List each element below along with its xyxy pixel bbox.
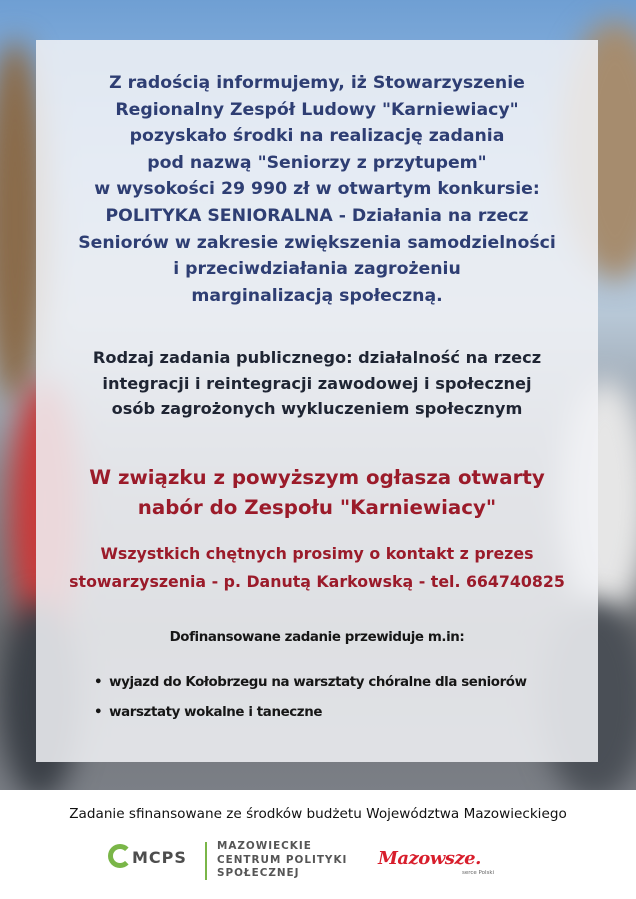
logo-divider [205, 842, 207, 880]
footer-text: Zadanie sfinansowane ze środków budżetu Województwa Mazowieckiego [69, 806, 567, 822]
footer [0, 790, 636, 899]
funded-list [94, 668, 527, 728]
mazowsze-logo: Mazowsze. serce Polski [378, 848, 495, 876]
announcement-card [36, 40, 598, 762]
list-item: • warsztaty wokalne i taneczne [94, 698, 527, 728]
list-item: • wyjazd do Kołobrzegu na warsztaty chóralne dla seniorów [94, 668, 527, 698]
intro-text: Z radością informujemy, iż Stowarzyszenie Regionalny Zespół Ludowy "Karniewiacy" pozyskało środki na realizację zadania pod nazwą "Seniorzy z przytupem" w wysokości 29 990 zł w otwartym konkursie: POLITYKA SENIORALNA - Działania na rzecz Seniorów w zakresie zwiększenia samodzielności i przeciwdziałania zagrożeniu marginalizacją społeczną. [78, 73, 556, 306]
task-type-text: Rodzaj zadania publicznego: działalność na rzecz integracji i reintegracji zawodowej i społecznej osób zagrożonych wykluczeniem społecznym [92, 348, 542, 418]
mcps-c-icon [108, 844, 132, 868]
recruitment-heading: W związku z powyższym ogłasza otwarty nabór do Zespołu "Karniewiacy" [89, 466, 545, 519]
funded-title: Dofinansowane zadanie przewiduje m.in: [169, 630, 465, 645]
contact-text: Wszystkich chętnych prosimy o kontakt z prezes stowarzyszenia - p. Danutą Karkowską - tel. 664740825 [69, 544, 565, 591]
mcps-full-name: MAZOWIECKIE CENTRUM POLITYKI SPOŁECZNEJ [217, 840, 348, 879]
mcps-logo: MCPS [108, 842, 188, 876]
